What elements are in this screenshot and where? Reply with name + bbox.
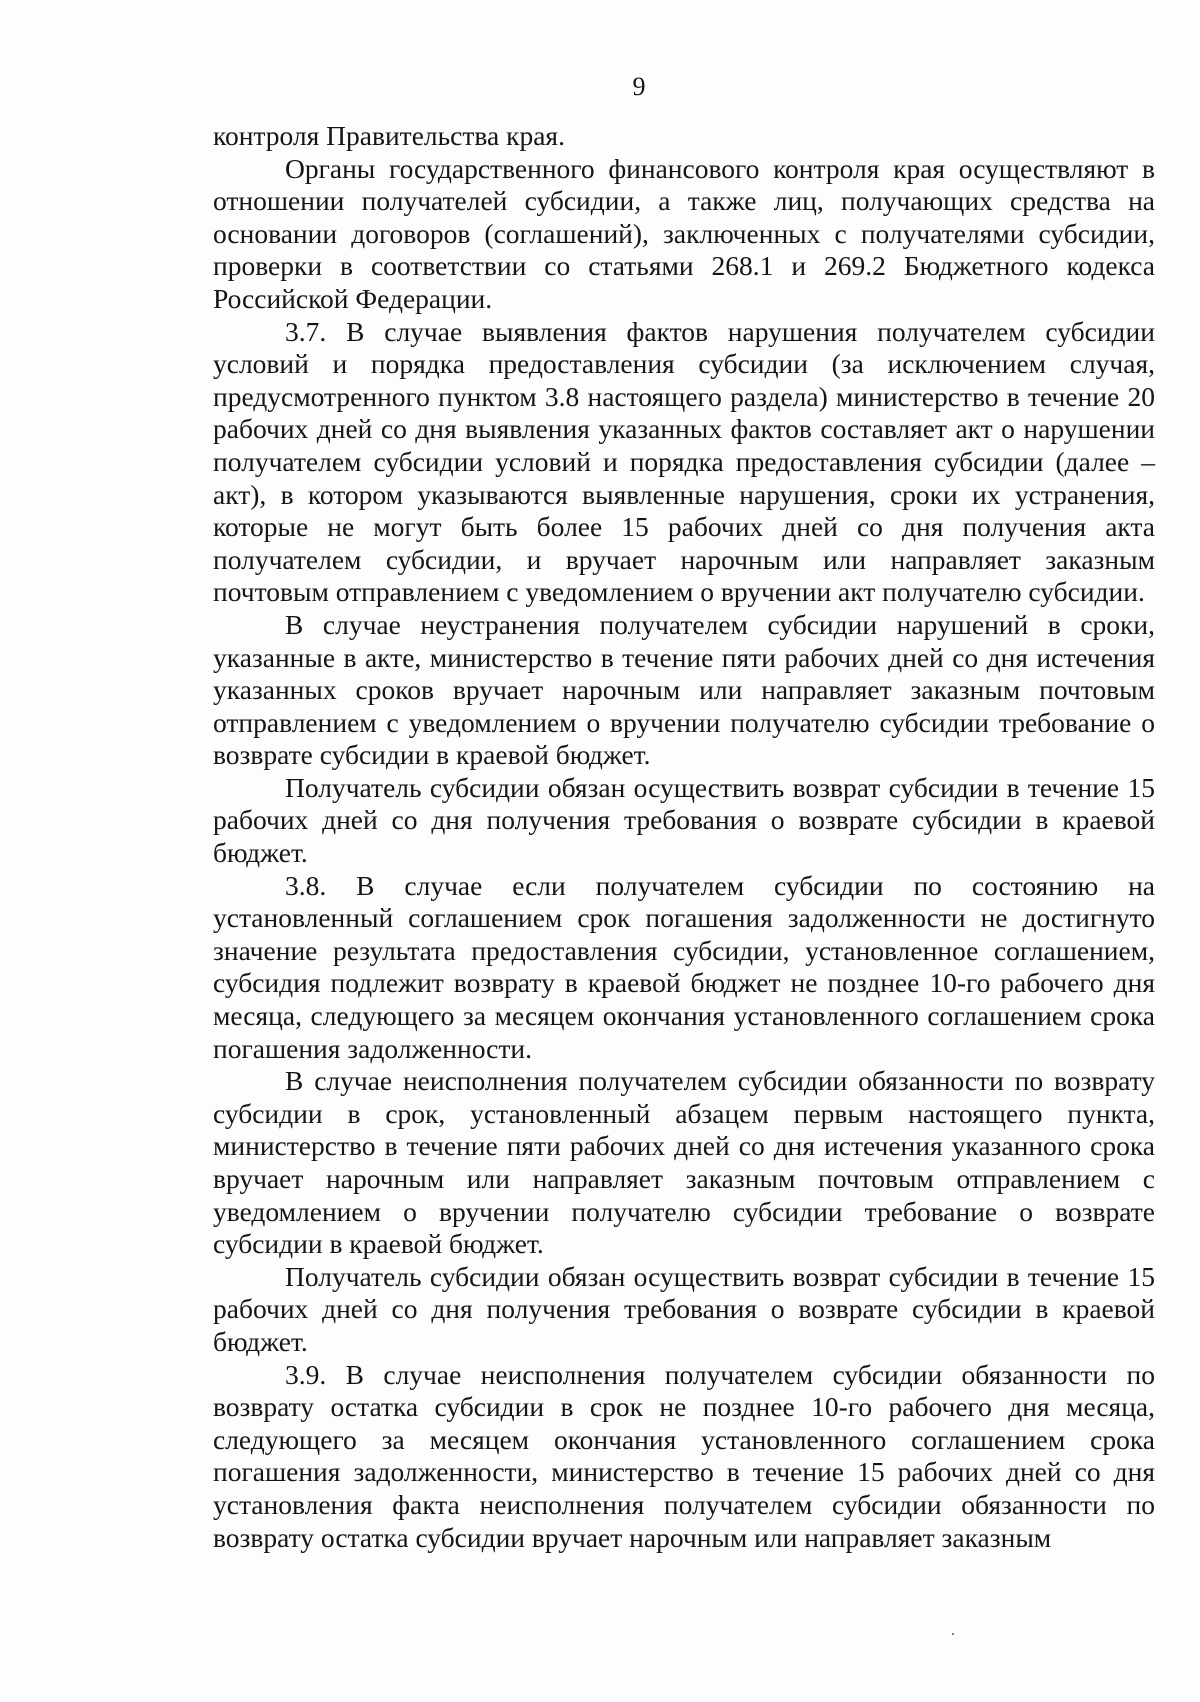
paragraph-3-7: 3.7. В случае выявления фактов нарушения получателем субсидии условий и порядка предоставления субсидии (за исключением случая, предусмотренного пунктом 3.8 настоящего раздела) министерство в течение 20 рабочих дней со дня выявления указанных фактов составляет акт о нарушении получателем субсидии условий и порядка предоставления субсидии (далее – акт), в котором указываются выявленные нарушения, сроки их устранения, которые не могут быть более 15 рабочих дней со дня получения акта получателем субсидии, и вручает нарочным или направляет заказным почтовым отправлением с уведомлением о вручении акт получателю субсидии.	[213, 315, 1155, 608]
paragraph-return-obligation-1: Получатель субсидии обязан осуществить возврат субсидии в течение 15 рабочих дней со дня получения требования о возврате субсидии в краевой бюджет.	[213, 771, 1155, 869]
paragraph-3-8: 3.8. В случае если получателем субсидии по состоянию на установленный соглашением срок погашения задолженности не достигнуто значение результата предоставления субсидии, установленное соглашением, субсидия подлежит возврату в краевой бюджет не позднее 10-го рабочего дня месяца, следующего за месяцем окончания установленного соглашением срока погашения задолженности.	[213, 869, 1155, 1064]
document-body	[213, 120, 1155, 1554]
paragraph-non-elimination: В случае неустранения получателем субсидии нарушений в сроки, указанные в акте, министерство в течение пяти рабочих дней со дня истечения указанных сроков вручает нарочным или направляет заказным почтовым отправлением с уведомлением о вручении получателю субсидии требование о возврате субсидии в краевой бюджет.	[213, 608, 1155, 771]
paragraph-non-fulfillment: В случае неисполнения получателем субсидии обязанности по возврату субсидии в срок, установленный абзацем первым настоящего пункта, министерство в течение пяти рабочих дней со дня истечения указанного срока вручает нарочным или направляет заказным почтовым отправлением с уведомлением о вручении получателю субсидии требование о возврате субсидии в краевой бюджет.	[213, 1065, 1155, 1260]
paragraph-return-obligation-2: Получатель субсидии обязан осуществить возврат субсидии в течение 15 рабочих дней со дня получения требования о возврате субсидии в краевой бюджет.	[213, 1260, 1155, 1357]
paragraph-continuation: контроля Правительства края.	[213, 120, 565, 151]
page-number: 9	[632, 72, 646, 101]
paragraph-financial-control: Органы государственного финансового контроля края осуществляют в отношении получателей субсидии, а также лиц, получающих средства на основании договоров (соглашений), заключенных с получателями субсидии, проверки в соответствии со статьями 268.1 и 269.2 Бюджетного кодекса Российской Федерации.	[213, 152, 1155, 314]
paragraph-3-9: 3.9. В случае неисполнения получателем субсидии обязанности по возврату остатка субсидии в срок не позднее 10-го рабочего дня месяца, следующего за месяцем окончания установленного соглашением срока погашения задолженности, министерство в течение 15 рабочих дней со дня установления факта неисполнения получателем субсидии обязанности по возврату остатка субсидии вручает нарочным или направляет заказным	[213, 1358, 1155, 1553]
scan-speck	[952, 1633, 954, 1635]
